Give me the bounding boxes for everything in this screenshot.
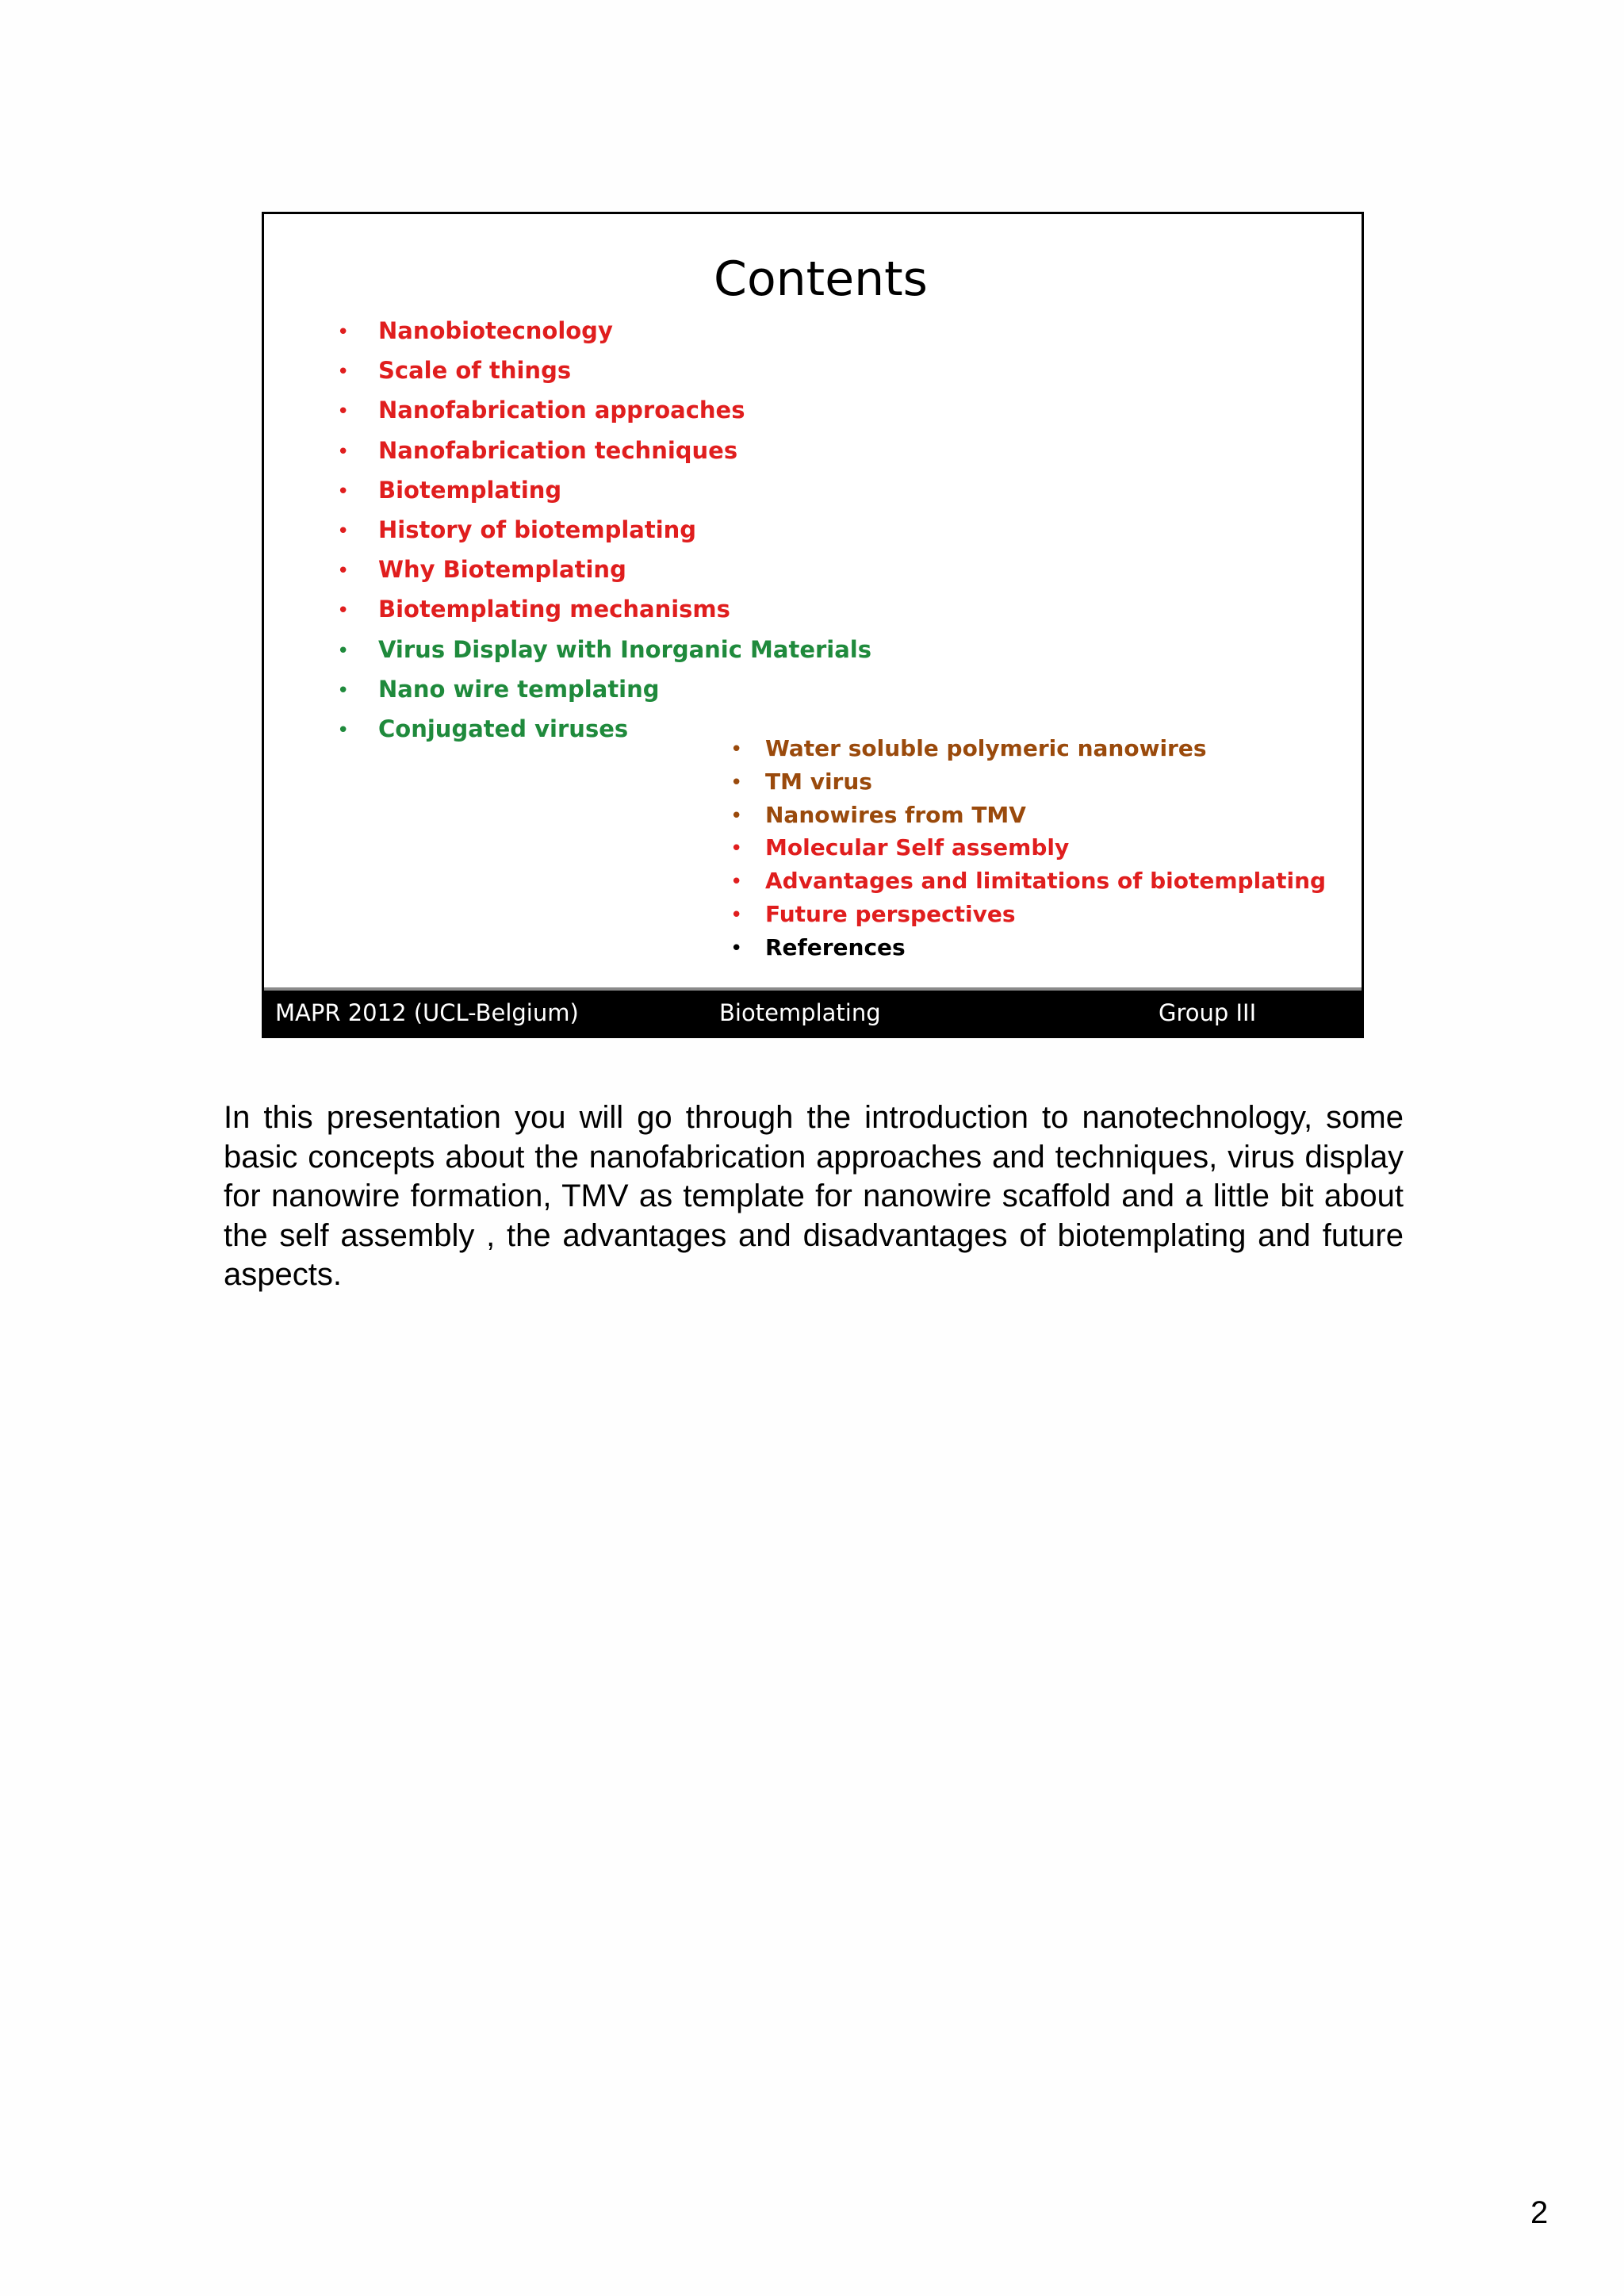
contents-item <box>337 431 871 470</box>
bullet-icon: • <box>730 803 743 828</box>
bullet-icon: • <box>730 903 743 927</box>
bullet-icon: • <box>730 770 743 795</box>
contents-item <box>730 898 1326 931</box>
contents-item-label: Why Biotemplating <box>378 556 626 584</box>
contents-item <box>337 470 871 510</box>
contents-item <box>730 831 1326 864</box>
contents-item <box>730 799 1326 832</box>
contents-item-label: Future perspectives <box>765 900 1016 927</box>
contents-item <box>337 351 871 390</box>
footer-topic: Biotemplating <box>719 999 881 1026</box>
contents-item-label: Nanowires from TMV <box>765 801 1026 828</box>
contents-item <box>337 390 871 430</box>
footer-course: MAPR 2012 (UCL-Belgium) <box>275 999 579 1026</box>
bullet-icon: • <box>337 559 350 584</box>
bullet-icon: • <box>337 519 350 543</box>
slide-thumbnail <box>262 212 1364 1038</box>
contents-item <box>730 765 1326 799</box>
contents-item-label: TM virus <box>765 768 872 795</box>
contents-list-right <box>730 732 1326 964</box>
contents-list-left <box>337 311 871 749</box>
contents-item-label: Advantages and limitations of biotemplating <box>765 868 1327 895</box>
contents-item <box>337 630 871 669</box>
contents-item-label: Virus Display with Inorganic Materials <box>378 635 871 663</box>
contents-item <box>337 669 871 709</box>
contents-item-label: Scale of things <box>378 357 572 385</box>
contents-item-label: Nanobiotecnology <box>378 317 613 344</box>
bullet-icon: • <box>337 479 350 504</box>
contents-item <box>730 732 1326 765</box>
contents-item-label: Nanofabrication approaches <box>378 397 745 424</box>
footer-group: Group III <box>1159 999 1257 1026</box>
contents-item-label: Molecular Self assembly <box>765 834 1070 861</box>
bullet-icon: • <box>337 400 350 424</box>
bullet-icon: • <box>337 360 350 385</box>
bullet-icon: • <box>730 870 743 895</box>
contents-item-label: Water soluble polymeric nanowires <box>765 735 1207 761</box>
slide-footer <box>264 991 1362 1036</box>
contents-item <box>730 864 1326 898</box>
contents-item-label: Biotemplating <box>378 476 562 504</box>
bullet-icon: • <box>337 439 350 464</box>
slide-title: Contents <box>714 251 928 307</box>
contents-item-label: Biotemplating mechanisms <box>378 596 730 623</box>
contents-item <box>337 510 871 550</box>
contents-item-label: History of biotemplating <box>378 516 697 543</box>
contents-item-label: References <box>765 933 906 960</box>
bullet-icon: • <box>337 320 350 344</box>
bullet-icon: • <box>337 599 350 623</box>
contents-item <box>337 311 871 351</box>
page-number: 2 <box>1530 2195 1549 2230</box>
contents-item <box>337 589 871 629</box>
contents-item-label: Conjugated viruses <box>378 715 629 742</box>
bullet-icon: • <box>730 936 743 960</box>
bullet-icon: • <box>730 837 743 861</box>
contents-item <box>730 931 1326 964</box>
speaker-note: In this presentation you will go through the introduction to nanotechnology, some basic concepts about the nanofabrication approaches and techniques, virus display for nanowire formation, TMV as template for nanowire scaffold and a little bit about the self assembly , the advantages and disadvantages of biotemplating and future aspects. <box>224 1100 1404 1293</box>
bullet-icon: • <box>730 738 743 761</box>
bullet-icon: • <box>337 678 350 703</box>
contents-item-label: Nano wire templating <box>378 675 660 703</box>
contents-item-label: Nanofabrication techniques <box>378 436 738 464</box>
bullet-icon: • <box>337 638 350 663</box>
contents-item <box>337 550 871 589</box>
bullet-icon: • <box>337 718 350 742</box>
